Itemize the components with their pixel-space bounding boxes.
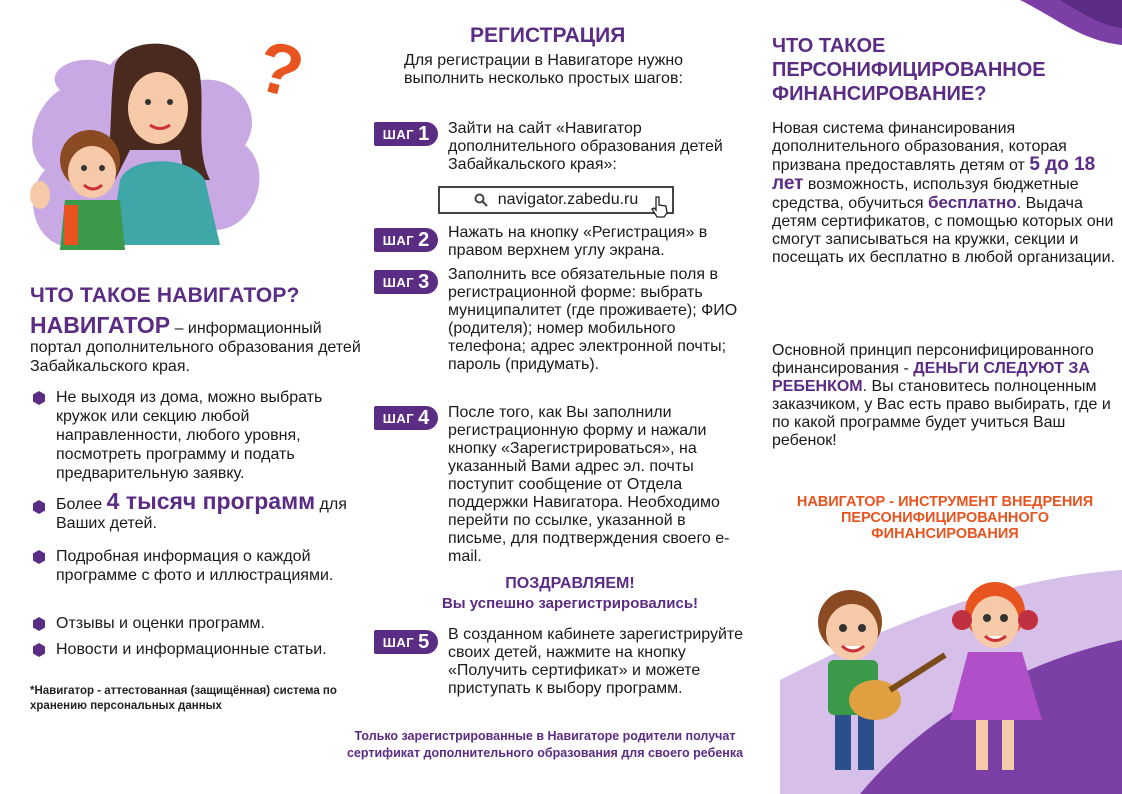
- bullet-post: для Ваших детей.: [56, 496, 347, 532]
- registration-intro: Для регистрации в Навигаторе нужно выполнить несколько простых шагов:: [404, 52, 684, 87]
- question-mark-icon: ?: [248, 25, 312, 115]
- hexagon-bullet-icon: [32, 643, 46, 657]
- bullet-item: [32, 614, 372, 633]
- navigator-word: НАВИГАТОР: [30, 312, 171, 338]
- financing-text-b: возможность, используя бюджетные средства, обучиться: [772, 176, 1079, 212]
- navigator-intro: [30, 312, 370, 376]
- hexagon-bullet-icon: [32, 500, 46, 514]
- programs-count: 4 тысяч программ: [106, 488, 316, 514]
- bullet-text: Подробная информация о каждой программе с фото и иллюстрациями.: [56, 548, 334, 584]
- bullet-pre: Более: [56, 496, 107, 513]
- bullet-text: [56, 488, 372, 533]
- step-number: 2: [418, 228, 430, 251]
- hexagon-bullet-icon: [32, 617, 46, 631]
- mother-and-son-illustration: [20, 30, 290, 270]
- certificate-note: Только зарегистрированные в Навигаторе родители получат сертификат дополнительного образования для своего ребенка: [346, 729, 744, 760]
- financing-principle: [772, 342, 1117, 450]
- step-text-4: После того, как Вы заполнили регистрационную форму и нажали кнопку «Зарегистрироваться», на указанный Вами адрес эл. почты поступит сообщение от Отдела поддержки Навигатора. Необходимо перейти по ссылке, указанной в письме, для подтверждения своего e-mail.: [448, 404, 730, 565]
- hexagon-bullet-icon: [32, 391, 46, 405]
- financing-description: [772, 120, 1117, 267]
- bullet-text: Новости и информационные статьи.: [56, 641, 327, 658]
- step-number: 1: [418, 122, 430, 145]
- step-number: 3: [418, 270, 430, 293]
- step-word: ШАГ: [382, 634, 415, 650]
- hand-cursor-icon: [650, 196, 670, 218]
- bullet-item: [32, 547, 372, 585]
- congrats-title: ПОЗДРАВЛЯЕМ!: [505, 575, 635, 592]
- step-badge-3: [374, 270, 438, 294]
- age-range: 5 до 18 лет: [772, 154, 1096, 194]
- step-text-2: Нажать на кнопку «Регистрация» в правом верхнем углу экрана.: [448, 224, 708, 259]
- bullet-item: [32, 388, 372, 483]
- bullet-item: [32, 488, 372, 533]
- section-title-navigator: ЧТО ТАКОЕ НАВИГАТОР?: [30, 284, 300, 307]
- congratulations-block: [370, 574, 770, 614]
- navigator-intro-text: – информационный портал дополнительного образования детей Забайкальского края.: [30, 320, 361, 375]
- navigator-slogan: НАВИГАТОР - ИНСТРУМЕНТ ВНЕДРЕНИЯ ПЕРСОНИФИЦИРОВАННОГО ФИНАНСИРОВАНИЯ: [796, 494, 1094, 542]
- step-text-3: Заполнить все обязательные поля в регистрационной форме: выбрать муниципалитет (где проживаете); ФИО (родителя); номер мобильного телефона; адрес электронной почты; пароль (придумать).: [448, 266, 738, 373]
- financing-text-c: . Выдача детям сертификатов, с помощью которых они смогут записываться на кружки, секции и посещать их бесплатно в любой организации.: [772, 195, 1115, 266]
- step-number: 5: [418, 630, 430, 653]
- step-badge-1: [374, 122, 438, 146]
- congrats-text: Вы успешно зарегистрировались!: [441, 595, 699, 612]
- search-icon: [474, 193, 488, 207]
- bullet-item: [32, 640, 372, 659]
- bullet-text: Отзывы и оценки программ.: [56, 615, 265, 632]
- step-word: ШАГ: [382, 274, 415, 290]
- step-word: ШАГ: [382, 126, 415, 142]
- security-note: *Навигатор - аттестованная (защищённая) система по хранению персональных данных: [30, 685, 337, 712]
- step-number: 4: [418, 406, 430, 429]
- step-badge-4: [374, 406, 438, 430]
- financing-text-a: Новая система финансирования дополнительного образования, которая призвана предоставлять детям от: [772, 120, 1067, 174]
- principle-slogan: ДЕНЬГИ СЛЕДУЮТ ЗА РЕБЕНКОМ: [772, 360, 1090, 395]
- step-word: ШАГ: [382, 410, 415, 426]
- kids-with-guitar-illustration: [780, 560, 1122, 794]
- bullet-text: Не выходя из дома, можно выбрать кружок или секцию любой направленности, любого уровня, посмотреть программу и подать предварительную заявку.: [56, 389, 323, 482]
- step-text-5: В созданном кабинете зарегистрируйте своих детей, нажмите на кнопку «Получить сертификат» и можете приступать к выбору программ.: [448, 626, 743, 697]
- step-badge-5: [374, 630, 438, 654]
- section-title-financing: ЧТО ТАКОЕ ПЕРСОНИФИЦИРОВАННОЕ ФИНАНСИРОВАНИЕ?: [772, 35, 1046, 105]
- principle-text-a: Основной принцип персонифицированного финансирования -: [772, 342, 1094, 377]
- step-badge-2: [374, 228, 438, 252]
- step-word: ШАГ: [382, 232, 415, 248]
- step-text-1: Зайти на сайт «Навигатор дополнительного образования детей Забайкальского края»:: [448, 120, 723, 173]
- principle-text-b: . Вы становитесь полноценным заказчиком, у Вас есть право выбирать, где и по какой программе будет учиться Ваш ребенок!: [772, 378, 1111, 449]
- site-address: navigator.zabedu.ru: [497, 191, 639, 208]
- free-word: бесплатно: [927, 193, 1017, 212]
- site-address-box[interactable]: [438, 186, 674, 214]
- section-title-registration: РЕГИСТРАЦИЯ: [470, 24, 626, 47]
- hexagon-bullet-icon: [32, 550, 46, 564]
